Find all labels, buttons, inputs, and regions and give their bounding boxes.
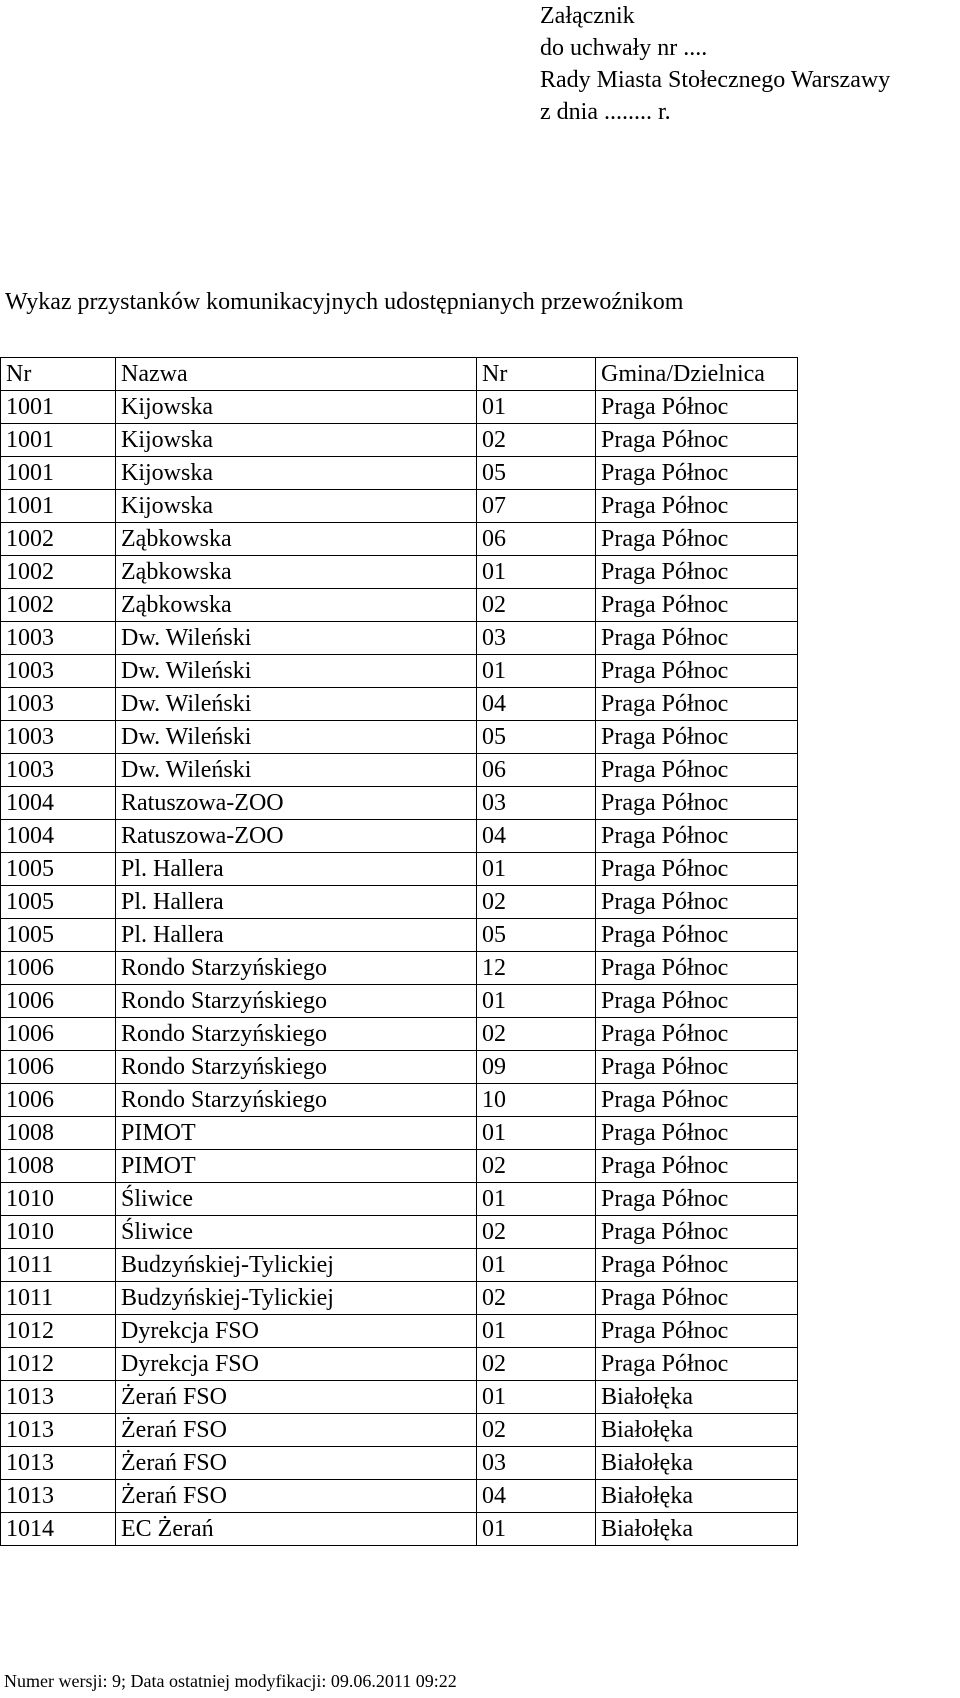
cell-name: Pl. Hallera [116, 919, 477, 952]
cell-name: Kijowska [116, 457, 477, 490]
annex-label: Załącznik [540, 3, 635, 29]
cell-district: Praga Północ [596, 655, 798, 688]
cell-stop-group-nr: 1002 [1, 556, 116, 589]
table-row [1, 1150, 798, 1183]
cell-name: Dw. Wileński [116, 754, 477, 787]
cell-name: Dw. Wileński [116, 688, 477, 721]
cell-stop-group-nr: 1005 [1, 853, 116, 886]
cell-stop-group-nr: 1010 [1, 1183, 116, 1216]
cell-stop-group-nr: 1002 [1, 589, 116, 622]
cell-district: Praga Północ [596, 1315, 798, 1348]
cell-stop-nr: 05 [477, 919, 596, 952]
table-header-row [1, 358, 798, 391]
cell-district: Praga Północ [596, 952, 798, 985]
cell-stop-group-nr: 1003 [1, 688, 116, 721]
cell-name: Dw. Wileński [116, 721, 477, 754]
cell-name: Kijowska [116, 490, 477, 523]
cell-stop-group-nr: 1001 [1, 391, 116, 424]
table-row [1, 1282, 798, 1315]
cell-name: PIMOT [116, 1150, 477, 1183]
table-row [1, 622, 798, 655]
table-row [1, 1348, 798, 1381]
cell-district: Praga Północ [596, 1183, 798, 1216]
cell-stop-nr: 01 [477, 655, 596, 688]
cell-stop-group-nr: 1008 [1, 1117, 116, 1150]
table-row [1, 391, 798, 424]
cell-stop-nr: 09 [477, 1051, 596, 1084]
cell-name: Ząbkowska [116, 523, 477, 556]
cell-name: Dyrekcja FSO [116, 1348, 477, 1381]
cell-stop-group-nr: 1004 [1, 787, 116, 820]
cell-name: Rondo Starzyńskiego [116, 1084, 477, 1117]
table-row [1, 853, 798, 886]
cell-stop-group-nr: 1005 [1, 886, 116, 919]
cell-stop-nr: 04 [477, 688, 596, 721]
cell-name: Żerań FSO [116, 1381, 477, 1414]
cell-stop-nr: 01 [477, 1249, 596, 1282]
cell-district: Białołęka [596, 1381, 798, 1414]
cell-name: Kijowska [116, 424, 477, 457]
table-row [1, 1249, 798, 1282]
cell-stop-nr: 01 [477, 1315, 596, 1348]
cell-district: Praga Północ [596, 457, 798, 490]
cell-district: Praga Północ [596, 1216, 798, 1249]
cell-name: Ratuszowa-ZOO [116, 787, 477, 820]
cell-stop-nr: 01 [477, 985, 596, 1018]
cell-name: Kijowska [116, 391, 477, 424]
table-row [1, 688, 798, 721]
cell-district: Praga Północ [596, 1348, 798, 1381]
table-row [1, 523, 798, 556]
cell-name: Rondo Starzyńskiego [116, 985, 477, 1018]
cell-name: Rondo Starzyńskiego [116, 952, 477, 985]
cell-stop-group-nr: 1003 [1, 721, 116, 754]
cell-stop-nr: 02 [477, 886, 596, 919]
table-row [1, 754, 798, 787]
cell-name: Ratuszowa-ZOO [116, 820, 477, 853]
table-row [1, 1018, 798, 1051]
cell-name: Śliwice [116, 1183, 477, 1216]
cell-stop-group-nr: 1003 [1, 622, 116, 655]
cell-district: Praga Północ [596, 853, 798, 886]
cell-stop-nr: 02 [477, 1414, 596, 1447]
cell-stop-group-nr: 1001 [1, 490, 116, 523]
cell-stop-nr: 04 [477, 1480, 596, 1513]
cell-district: Praga Północ [596, 1117, 798, 1150]
cell-stop-nr: 02 [477, 1150, 596, 1183]
cell-stop-nr: 01 [477, 1183, 596, 1216]
cell-stop-nr: 01 [477, 1513, 596, 1546]
cell-district: Praga Północ [596, 1282, 798, 1315]
cell-stop-nr: 05 [477, 457, 596, 490]
cell-stop-nr: 02 [477, 1018, 596, 1051]
annex-header [540, 0, 890, 128]
cell-stop-group-nr: 1002 [1, 523, 116, 556]
cell-name: Dw. Wileński [116, 622, 477, 655]
table-row [1, 721, 798, 754]
cell-stop-nr: 01 [477, 1381, 596, 1414]
cell-name: Budzyńskiej-Tylickiej [116, 1249, 477, 1282]
cell-stop-group-nr: 1011 [1, 1282, 116, 1315]
cell-district: Białołęka [596, 1414, 798, 1447]
resolution-number: do uchwały nr .... [540, 35, 708, 61]
cell-district: Praga Północ [596, 886, 798, 919]
cell-name: Dw. Wileński [116, 655, 477, 688]
cell-stop-nr: 01 [477, 556, 596, 589]
cell-district: Praga Północ [596, 622, 798, 655]
cell-stop-group-nr: 1001 [1, 424, 116, 457]
cell-district: Białołęka [596, 1447, 798, 1480]
cell-stop-nr: 06 [477, 523, 596, 556]
cell-stop-group-nr: 1003 [1, 655, 116, 688]
cell-stop-group-nr: 1003 [1, 754, 116, 787]
cell-district: Praga Północ [596, 787, 798, 820]
cell-district: Praga Północ [596, 754, 798, 787]
cell-stop-group-nr: 1001 [1, 457, 116, 490]
cell-stop-nr: 03 [477, 1447, 596, 1480]
cell-name: EC Żerań [116, 1513, 477, 1546]
cell-district: Praga Północ [596, 1150, 798, 1183]
cell-stop-group-nr: 1013 [1, 1381, 116, 1414]
cell-name: Budzyńskiej-Tylickiej [116, 1282, 477, 1315]
table-row [1, 1447, 798, 1480]
cell-district: Praga Północ [596, 721, 798, 754]
table-row [1, 919, 798, 952]
table-row [1, 985, 798, 1018]
cell-stop-group-nr: 1006 [1, 952, 116, 985]
cell-district: Praga Północ [596, 490, 798, 523]
cell-district: Białołęka [596, 1513, 798, 1546]
cell-district: Praga Północ [596, 1051, 798, 1084]
cell-stop-nr: 02 [477, 1216, 596, 1249]
cell-district: Praga Północ [596, 1018, 798, 1051]
cell-stop-nr: 06 [477, 754, 596, 787]
table-row [1, 1183, 798, 1216]
cell-stop-group-nr: 1010 [1, 1216, 116, 1249]
cell-stop-nr: 02 [477, 589, 596, 622]
stops-table [0, 357, 798, 1546]
cell-district: Praga Północ [596, 589, 798, 622]
table-row [1, 1216, 798, 1249]
cell-stop-nr: 03 [477, 787, 596, 820]
version-footer: Numer wersji: 9; Data ostatniej modyfikacji: 09.06.2011 09:22 [4, 1671, 457, 1691]
cell-stop-nr: 02 [477, 1348, 596, 1381]
table-row [1, 424, 798, 457]
table-row [1, 1513, 798, 1546]
cell-stop-nr: 03 [477, 622, 596, 655]
cell-stop-nr: 12 [477, 952, 596, 985]
table-row [1, 1051, 798, 1084]
cell-stop-nr: 01 [477, 391, 596, 424]
cell-district: Praga Północ [596, 424, 798, 457]
cell-district: Praga Północ [596, 985, 798, 1018]
cell-name: Żerań FSO [116, 1414, 477, 1447]
cell-name: Pl. Hallera [116, 853, 477, 886]
cell-name: Żerań FSO [116, 1447, 477, 1480]
cell-stop-nr: 01 [477, 1117, 596, 1150]
cell-stop-group-nr: 1013 [1, 1414, 116, 1447]
table-row [1, 556, 798, 589]
cell-district: Praga Północ [596, 1249, 798, 1282]
header-district: Gmina/Dzielnica [596, 358, 798, 391]
cell-district: Praga Północ [596, 688, 798, 721]
table-row [1, 655, 798, 688]
table-row [1, 457, 798, 490]
cell-stop-group-nr: 1006 [1, 985, 116, 1018]
header-stop-nr: Nr [477, 358, 596, 391]
table-row [1, 1315, 798, 1348]
document-title: Wykaz przystanków komunikacyjnych udostępnianych przewoźnikom [5, 289, 684, 315]
cell-stop-group-nr: 1013 [1, 1447, 116, 1480]
cell-stop-group-nr: 1006 [1, 1084, 116, 1117]
cell-district: Praga Północ [596, 556, 798, 589]
cell-name: PIMOT [116, 1117, 477, 1150]
table-row [1, 1480, 798, 1513]
table-row [1, 1381, 798, 1414]
table-row [1, 820, 798, 853]
cell-district: Praga Północ [596, 919, 798, 952]
cell-district: Praga Północ [596, 820, 798, 853]
table-row [1, 886, 798, 919]
cell-stop-nr: 05 [477, 721, 596, 754]
table-row [1, 1084, 798, 1117]
cell-stop-nr: 02 [477, 1282, 596, 1315]
cell-name: Ząbkowska [116, 589, 477, 622]
cell-name: Dyrekcja FSO [116, 1315, 477, 1348]
cell-stop-nr: 10 [477, 1084, 596, 1117]
cell-stop-group-nr: 1012 [1, 1315, 116, 1348]
cell-name: Żerań FSO [116, 1480, 477, 1513]
cell-stop-nr: 04 [477, 820, 596, 853]
cell-stop-group-nr: 1011 [1, 1249, 116, 1282]
cell-name: Rondo Starzyńskiego [116, 1051, 477, 1084]
table-row [1, 1414, 798, 1447]
cell-district: Białołęka [596, 1480, 798, 1513]
cell-stop-group-nr: 1006 [1, 1051, 116, 1084]
cell-district: Praga Północ [596, 1084, 798, 1117]
council-name: Rady Miasta Stołecznego Warszawy [540, 67, 891, 93]
header-stop-group-nr: Nr [1, 358, 116, 391]
cell-name: Pl. Hallera [116, 886, 477, 919]
cell-stop-group-nr: 1012 [1, 1348, 116, 1381]
cell-district: Praga Północ [596, 523, 798, 556]
cell-stop-group-nr: 1005 [1, 919, 116, 952]
table-row [1, 589, 798, 622]
resolution-date: z dnia ........ r. [540, 99, 671, 125]
cell-name: Ząbkowska [116, 556, 477, 589]
cell-name: Rondo Starzyńskiego [116, 1018, 477, 1051]
cell-stop-group-nr: 1014 [1, 1513, 116, 1546]
table-row [1, 952, 798, 985]
table-row [1, 787, 798, 820]
cell-name: Śliwice [116, 1216, 477, 1249]
cell-stop-nr: 01 [477, 853, 596, 886]
cell-stop-nr: 02 [477, 424, 596, 457]
cell-stop-group-nr: 1006 [1, 1018, 116, 1051]
cell-stop-group-nr: 1008 [1, 1150, 116, 1183]
table-row [1, 1117, 798, 1150]
table-row [1, 490, 798, 523]
header-name: Nazwa [116, 358, 477, 391]
cell-stop-group-nr: 1004 [1, 820, 116, 853]
cell-stop-group-nr: 1013 [1, 1480, 116, 1513]
cell-district: Praga Północ [596, 391, 798, 424]
cell-stop-nr: 07 [477, 490, 596, 523]
